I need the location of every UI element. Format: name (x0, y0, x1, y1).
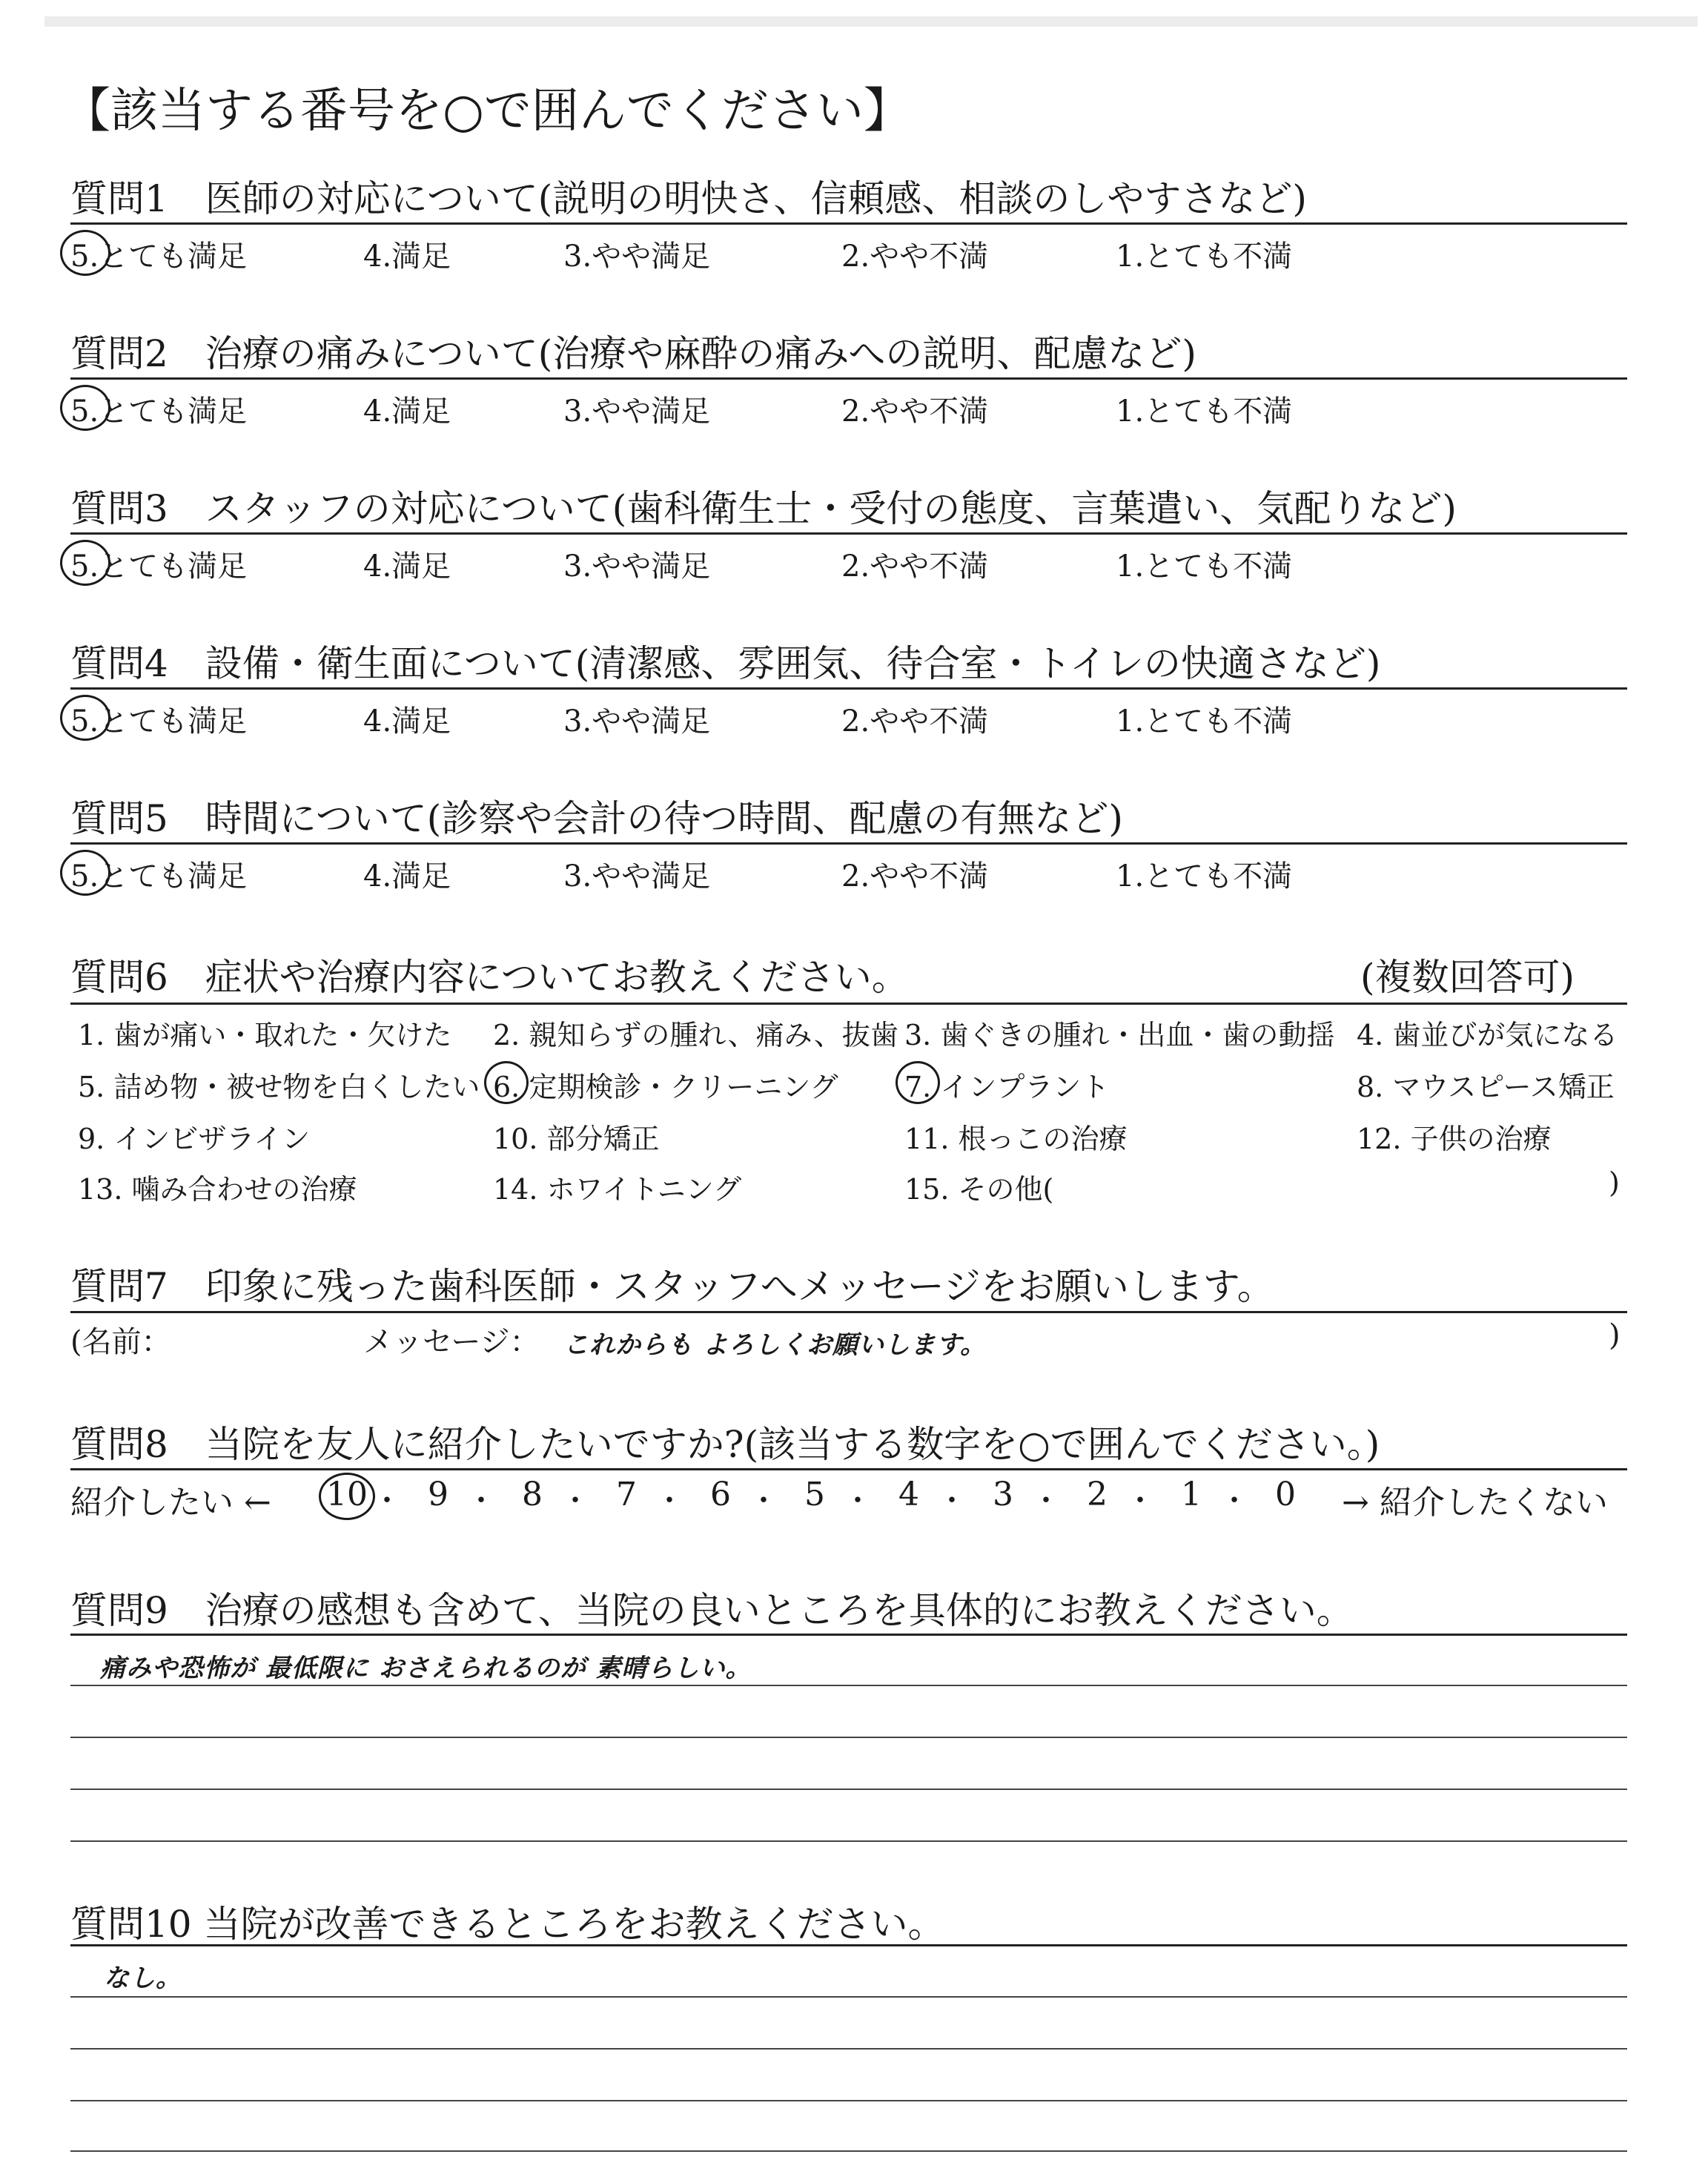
q10-line-4 (70, 2150, 1627, 2152)
q5-option-1[interactable]: 1.とても不満 (1116, 859, 1293, 894)
q6-option-4[interactable]: 4. 歯並びが気になる (1357, 1019, 1618, 1051)
q4-option-3[interactable]: 3.やや満足 (563, 704, 711, 739)
q6-note: (複数回答可) (1360, 956, 1575, 999)
q1-option-2[interactable]: 2.やや不満 (841, 240, 989, 274)
page-title: 【該当する番号を○で囲んでください】 (63, 84, 911, 139)
q8-scale-separator: ・ (466, 1484, 496, 1518)
q8-scale-separator: ・ (1125, 1484, 1155, 1518)
q7-name-label: (名前： (70, 1325, 171, 1359)
q6-option-10[interactable]: 10. 部分矯正 (493, 1123, 660, 1155)
q4-option-5[interactable]: 5.とても満足 (70, 704, 248, 739)
q6-other-close-paren: ) (1609, 1166, 1620, 1199)
q4-selection-circle (60, 695, 110, 741)
q8-scale-1[interactable]: 1 (1181, 1476, 1202, 1513)
q8-rule (70, 1468, 1627, 1470)
q1-selection-circle (60, 230, 110, 276)
q8-scale-9[interactable]: 9 (428, 1476, 448, 1513)
q8-left-label: 紹介したい ← (70, 1484, 271, 1522)
q5-heading: 質問5 時間について(診察や会計の待つ時間、配慮の有無など) (70, 797, 1123, 840)
q8-heading: 質問8 当院を友人に紹介したいですか?(該当する数字を○で囲んでください。) (70, 1423, 1380, 1466)
q3-selection-circle (60, 540, 110, 586)
q2-heading: 質問2 治療の痛みについて(治療や麻酔の痛みへの説明、配慮など) (70, 332, 1196, 375)
q6-selection-circle-6 (484, 1061, 529, 1104)
q6-option-6[interactable]: 6. 定期検診・クリーニング (493, 1071, 838, 1103)
q8-scale-separator: ・ (1219, 1484, 1249, 1518)
q3-option-1[interactable]: 1.とても不満 (1116, 549, 1293, 584)
q4-heading: 質問4 設備・衛生面について(清潔感、雰囲気、待合室・トイレの快適さなど) (70, 642, 1381, 685)
q8-scale-0[interactable]: 0 (1275, 1476, 1296, 1513)
q4-option-2[interactable]: 2.やや不満 (841, 704, 989, 739)
q1-option-1[interactable]: 1.とても不満 (1116, 240, 1293, 274)
q7-close-paren: ) (1609, 1318, 1621, 1353)
q6-option-2[interactable]: 2. 親知らずの腫れ、痛み、抜歯 (493, 1019, 898, 1051)
q5-option-4[interactable]: 4.満足 (363, 859, 451, 894)
q6-option-15[interactable]: 15. その他( (904, 1173, 1054, 1206)
q8-scale-8[interactable]: 8 (522, 1476, 543, 1513)
q10-heading: 質問10 当院が改善できるところをお教えください。 (70, 1903, 945, 1946)
q8-scale-6[interactable]: 6 (710, 1476, 731, 1513)
q10-line-1 (70, 1996, 1627, 1998)
q8-scale-7[interactable]: 7 (616, 1476, 637, 1513)
q6-option-5[interactable]: 5. 詰め物・被せ物を白くしたい (78, 1071, 480, 1103)
q5-option-3[interactable]: 3.やや満足 (563, 859, 711, 894)
q8-scale-separator: ・ (655, 1484, 684, 1518)
q10-line-2 (70, 2048, 1627, 2050)
q2-option-5[interactable]: 5.とても満足 (70, 394, 248, 429)
q2-selection-circle (60, 385, 110, 431)
q1-heading: 質問1 医師の対応について(説明の明快さ、信頼感、相談のしやすさなど) (70, 177, 1307, 220)
q8-scale-separator: ・ (1031, 1484, 1061, 1518)
q9-line-2 (70, 1737, 1627, 1738)
q6-heading: 質問6 症状や治療内容についてお教えください。 (70, 956, 909, 999)
q6-option-12[interactable]: 12. 子供の治療 (1357, 1123, 1552, 1155)
q6-option-8[interactable]: 8. マウスピース矯正 (1357, 1071, 1615, 1103)
q8-scale-5[interactable]: 5 (804, 1476, 825, 1513)
q2-option-3[interactable]: 3.やや満足 (563, 394, 711, 429)
q3-option-3[interactable]: 3.やや満足 (563, 549, 711, 584)
q6-selection-circle-7 (896, 1061, 940, 1104)
q9-line-1 (70, 1685, 1627, 1686)
q8-scale-4[interactable]: 4 (898, 1476, 919, 1513)
q8-scale-separator: ・ (372, 1484, 402, 1518)
q4-option-1[interactable]: 1.とても不満 (1116, 704, 1293, 739)
q9-heading: 質問9 治療の感想も含めて、当院の良いところを具体的にお教えください。 (70, 1589, 1354, 1632)
q5-option-2[interactable]: 2.やや不満 (841, 859, 989, 894)
q6-option-14[interactable]: 14. ホワイトニング (493, 1173, 742, 1206)
q8-scale-separator: ・ (937, 1484, 967, 1518)
q8-scale-10[interactable]: 10 (326, 1476, 368, 1513)
q6-option-1[interactable]: 1. 歯が痛い・取れた・欠けた (78, 1019, 452, 1051)
q8-selection-circle (319, 1473, 375, 1520)
q1-option-3[interactable]: 3.やや満足 (563, 240, 711, 274)
q10-line-3 (70, 2100, 1627, 2101)
q3-rule (70, 532, 1627, 535)
q8-scale-3[interactable]: 3 (993, 1476, 1013, 1513)
q5-selection-circle (60, 850, 110, 896)
q4-rule (70, 687, 1627, 690)
scan-top-edge (44, 16, 1698, 27)
q7-message-label: メッセージ： (363, 1325, 540, 1359)
q7-heading: 質問7 印象に残った歯科医師・スタッフへメッセージをお願いします。 (70, 1265, 1274, 1308)
q3-option-2[interactable]: 2.やや不満 (841, 549, 989, 584)
q6-option-9[interactable]: 9. インビザライン (78, 1123, 311, 1155)
q2-option-4[interactable]: 4.満足 (363, 394, 451, 429)
q5-rule (70, 842, 1627, 845)
q10-answer-handwritten: なし。 (104, 1964, 182, 1993)
q6-option-11[interactable]: 11. 根っこの治療 (904, 1123, 1128, 1155)
q1-rule (70, 222, 1627, 225)
q6-rule (70, 1003, 1627, 1005)
q10-rule (70, 1944, 1627, 1946)
q9-line-3 (70, 1789, 1627, 1790)
q2-option-2[interactable]: 2.やや不満 (841, 394, 989, 429)
q6-option-3[interactable]: 3. 歯ぐきの腫れ・出血・歯の動揺 (904, 1019, 1335, 1051)
q8-scale-2[interactable]: 2 (1087, 1476, 1108, 1513)
q8-scale-separator: ・ (749, 1484, 778, 1518)
q4-option-4[interactable]: 4.満足 (363, 704, 451, 739)
q5-option-5[interactable]: 5.とても満足 (70, 859, 248, 894)
q9-answer-handwritten: 痛みや恐怖が 最低限に おさえられるのが 素晴らしい。 (100, 1654, 752, 1683)
q3-option-4[interactable]: 4.満足 (363, 549, 451, 584)
q9-line-4 (70, 1840, 1627, 1842)
q2-option-1[interactable]: 1.とても不満 (1116, 394, 1293, 429)
q8-right-label: → 紹介したくない (1342, 1484, 1608, 1522)
q1-option-5[interactable]: 5.とても満足 (70, 240, 248, 274)
q3-option-5[interactable]: 5.とても満足 (70, 549, 248, 584)
q1-option-4[interactable]: 4.満足 (363, 240, 451, 274)
q9-rule (70, 1634, 1627, 1636)
q3-heading: 質問3 スタッフの対応について(歯科衛生士・受付の態度、言葉遣い、気配りなど) (70, 487, 1457, 530)
q7-rule (70, 1311, 1627, 1313)
q6-option-13[interactable]: 13. 噛み合わせの治療 (78, 1173, 357, 1206)
q2-rule (70, 377, 1627, 380)
q8-scale-separator: ・ (560, 1484, 590, 1518)
q7-message-handwritten: これからも よろしくお願いします。 (563, 1330, 987, 1360)
q6-option-7[interactable]: 7. インプラント (904, 1071, 1110, 1103)
q8-scale-separator: ・ (843, 1484, 873, 1518)
